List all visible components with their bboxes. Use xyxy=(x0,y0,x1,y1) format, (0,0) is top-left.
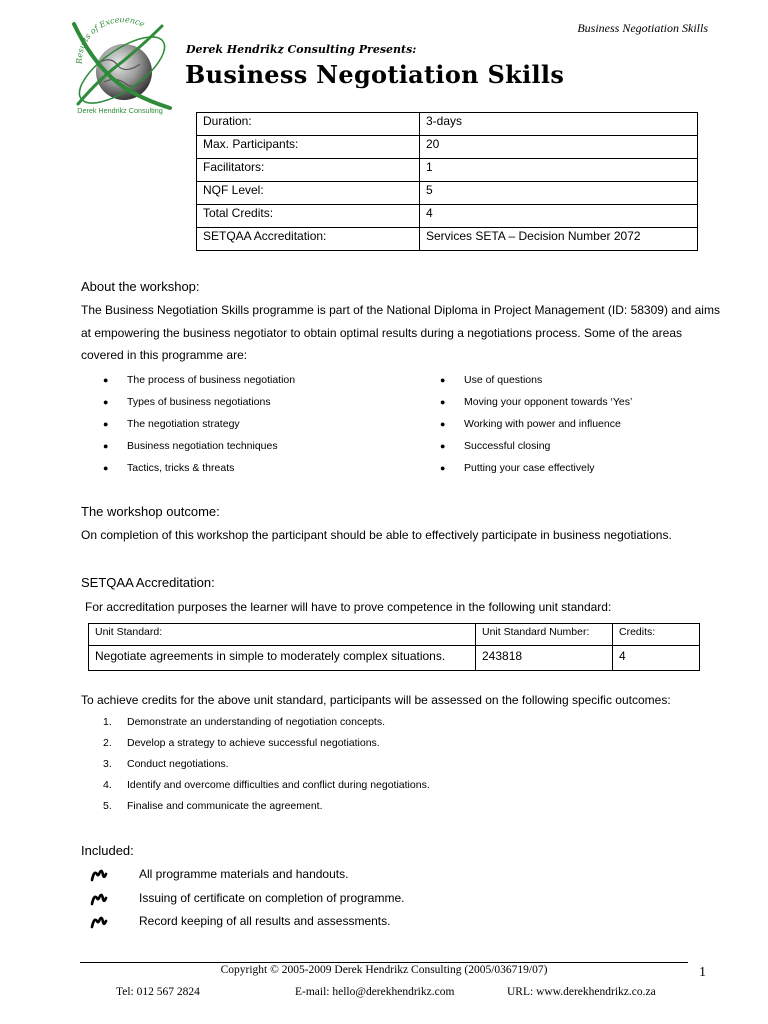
bullet-icon: ● xyxy=(440,375,446,385)
topic-item xyxy=(103,395,295,417)
topic-text: Types of business negotiations xyxy=(127,396,271,408)
topic-item xyxy=(440,373,632,395)
outcome-text: Demonstrate an understanding of negotiation concepts. xyxy=(127,716,386,728)
included-item xyxy=(90,913,404,937)
scribble-bullet-icon xyxy=(90,892,108,906)
scribble-bullet-icon xyxy=(90,915,108,929)
outcomes-intro: To achieve credits for the above unit standard, participants will be assessed on the following specific outcomes: xyxy=(81,693,671,707)
credits-header: Credits: xyxy=(613,624,700,646)
topic-text: Tactics, tricks & threats xyxy=(127,462,235,474)
outcome-number: 1. xyxy=(103,716,112,728)
running-header: Business Negotiation Skills xyxy=(577,21,708,35)
page-number: 1 xyxy=(699,965,706,980)
outcome-number: 4. xyxy=(103,779,112,791)
info-row xyxy=(197,159,698,182)
included-text: All programme materials and handouts. xyxy=(139,867,349,881)
topic-text: The negotiation strategy xyxy=(127,418,240,430)
bullet-icon: ● xyxy=(103,397,109,407)
document-title: Business Negotiation Skills xyxy=(185,60,565,89)
info-value: 3-days xyxy=(420,113,698,136)
footer-url: URL: www.derekhendrikz.co.za xyxy=(507,986,656,998)
outcome-text: Identify and overcome difficulties and conflict during negotiations. xyxy=(127,779,430,791)
topic-item xyxy=(440,417,632,439)
info-label: Facilitators: xyxy=(197,159,420,182)
topic-text: Business negotiation techniques xyxy=(127,440,278,452)
bullet-icon: ● xyxy=(103,375,109,385)
outcome-text: Develop a strategy to achieve successful negotiations. xyxy=(127,737,380,749)
topic-text: Working with power and influence xyxy=(464,418,621,430)
topic-item xyxy=(440,439,632,461)
info-label: Total Credits: xyxy=(197,205,420,228)
included-text: Record keeping of all results and assessments. xyxy=(139,914,391,928)
topic-text: The process of business negotiation xyxy=(127,374,296,386)
included-text: Issuing of certificate on completion of programme. xyxy=(139,890,405,905)
footer-divider xyxy=(80,962,688,963)
outcome-item xyxy=(103,736,430,757)
info-row xyxy=(197,182,698,205)
accreditation-intro: For accreditation purposes the learner will have to prove competence in the following unit standard: xyxy=(85,600,612,614)
bullet-icon: ● xyxy=(440,397,446,407)
info-value: Services SETA – Decision Number 2072 xyxy=(420,228,698,251)
info-row xyxy=(197,113,698,136)
bullet-icon: ● xyxy=(103,419,109,429)
info-label: NQF Level: xyxy=(197,182,420,205)
topic-item xyxy=(103,373,295,395)
copyright-line: Copyright © 2005-2009 Derek Hendrikz Consulting (2005/036719/07) xyxy=(220,964,548,976)
info-row xyxy=(197,136,698,159)
topic-item xyxy=(440,395,632,417)
topic-text: Moving your opponent towards ‘Yes’ xyxy=(464,396,633,408)
topic-item xyxy=(103,417,295,439)
outcome-item xyxy=(103,715,430,736)
presents-line: Derek Hendrikz Consulting Presents: xyxy=(186,43,417,56)
footer-tel: Tel: 012 567 2824 xyxy=(116,986,200,998)
topic-text: Putting your case effectively xyxy=(464,462,595,474)
unit-number-header: Unit Standard Number: xyxy=(476,624,613,646)
scribble-bullet-icon xyxy=(90,868,108,882)
outcome-item xyxy=(103,757,430,778)
info-value: 5 xyxy=(420,182,698,205)
info-label: Max. Participants: xyxy=(197,136,420,159)
specific-outcomes-list xyxy=(103,715,430,820)
info-row xyxy=(197,228,698,251)
bullet-icon: ● xyxy=(440,441,446,451)
unit-number-cell: 243818 xyxy=(476,646,613,671)
outcome-text: Finalise and communicate the agreement. xyxy=(127,800,323,812)
info-label: SETQAA Accreditation: xyxy=(197,228,420,251)
topic-text: Successful closing xyxy=(464,440,551,452)
included-heading: Included: xyxy=(81,843,134,858)
outcome-number: 5. xyxy=(103,800,112,812)
about-paragraph: The Business Negotiation Skills programme is part of the National Diploma in Project Management (ID: 58309) and aims at empowering the business negotiator to obtain optimal results during a negotiations process. Some of the areas covered in this programme are: xyxy=(81,303,720,362)
included-item xyxy=(90,890,404,914)
about-heading: About the workshop: xyxy=(81,279,200,294)
logo-arc-text: Results of Excellence xyxy=(74,18,147,65)
outcome-number: 2. xyxy=(103,737,112,749)
outcome-heading: The workshop outcome: xyxy=(81,504,220,519)
unit-standard-header: Unit Standard: xyxy=(89,624,476,646)
outcome-item xyxy=(103,778,430,799)
outcome-item xyxy=(103,799,430,820)
info-label: Duration: xyxy=(197,113,420,136)
outcome-number: 3. xyxy=(103,758,112,770)
topic-item xyxy=(103,439,295,461)
topics-list-right xyxy=(440,373,632,483)
company-logo xyxy=(60,18,180,118)
topic-item xyxy=(103,461,295,483)
course-info-table xyxy=(196,112,698,251)
logo-text: Derek Hendrikz Consulting xyxy=(77,106,163,115)
topic-text: Use of questions xyxy=(464,374,543,386)
info-value: 4 xyxy=(420,205,698,228)
bullet-icon: ● xyxy=(103,463,109,473)
info-value: 1 xyxy=(420,159,698,182)
bullet-icon: ● xyxy=(103,441,109,451)
outcome-paragraph: On completion of this workshop the participant should be able to effectively participate in business negotiations. xyxy=(81,528,672,542)
unit-standard-table xyxy=(88,623,700,671)
bullet-icon: ● xyxy=(440,463,446,473)
outcome-text: Conduct negotiations. xyxy=(127,758,229,770)
accreditation-heading: SETQAA Accreditation: xyxy=(81,575,215,590)
info-value: 20 xyxy=(420,136,698,159)
credits-cell: 4 xyxy=(613,646,700,671)
included-list xyxy=(90,866,404,937)
topic-item xyxy=(440,461,632,483)
included-item xyxy=(90,866,404,890)
bullet-icon: ● xyxy=(440,419,446,429)
info-row xyxy=(197,205,698,228)
footer-email: E-mail: hello@derekhendrikz.com xyxy=(295,986,455,998)
unit-standard-cell: Negotiate agreements in simple to moderately complex situations. xyxy=(89,646,476,671)
topics-list-left xyxy=(103,373,295,483)
